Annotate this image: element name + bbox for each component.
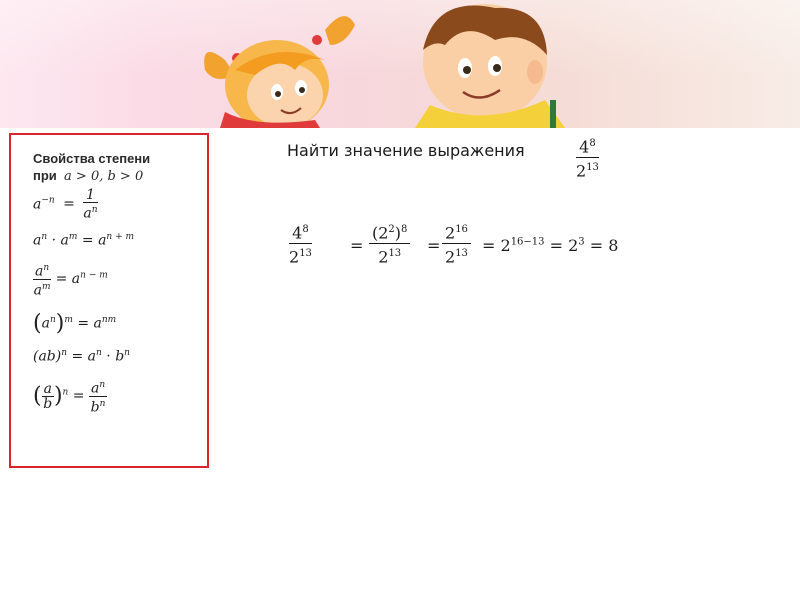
rule-power-of-quotient: ( $\frac{a}{b}$ )$^n$ = $\frac{a^n}{b^n}$ (33, 380, 106, 416)
rule-power-of-power: $(a^n)^m = a^{nm}$ (33, 311, 117, 336)
rule-quotient-same-base: $\frac{a^n}{a^m}$ = $a^{n - m}$ (33, 263, 108, 299)
rule-power-of-product: $(ab)^n = a^n \cdot b^n$ (33, 348, 130, 365)
exponent-properties-box (9, 133, 209, 468)
solution-step1-fraction: $\frac{4^8}{2^{13}}$ (289, 220, 312, 268)
task-expression: $\frac{4^8}{2^{13}}$ (576, 134, 599, 182)
header-banner (0, 0, 800, 128)
equals-sign: = (350, 236, 364, 255)
solution-step3-fraction: $\frac{2^{16}}{2^{13}}$ (442, 220, 471, 268)
solution-step2-fraction: $\frac{(2^2)^8}{2^{13}}$ (369, 220, 410, 268)
children-illustration (195, 0, 615, 128)
rule-negative-exponent: $a^{-n}$ = $\frac{1}{a^n}$ (33, 187, 98, 222)
task-label: Найти значение выражения (287, 141, 525, 160)
solution-tail: = $2^{16-13} = 2^3 = 8$ (482, 236, 619, 255)
solution-result: 8 (608, 236, 619, 255)
properties-title: Свойства степени при a > 0, b > 0 (33, 151, 151, 184)
rule-product-same-base: $a^n \cdot a^m = a^{n + m}$ (33, 232, 135, 249)
equals-sign: = (427, 236, 441, 255)
